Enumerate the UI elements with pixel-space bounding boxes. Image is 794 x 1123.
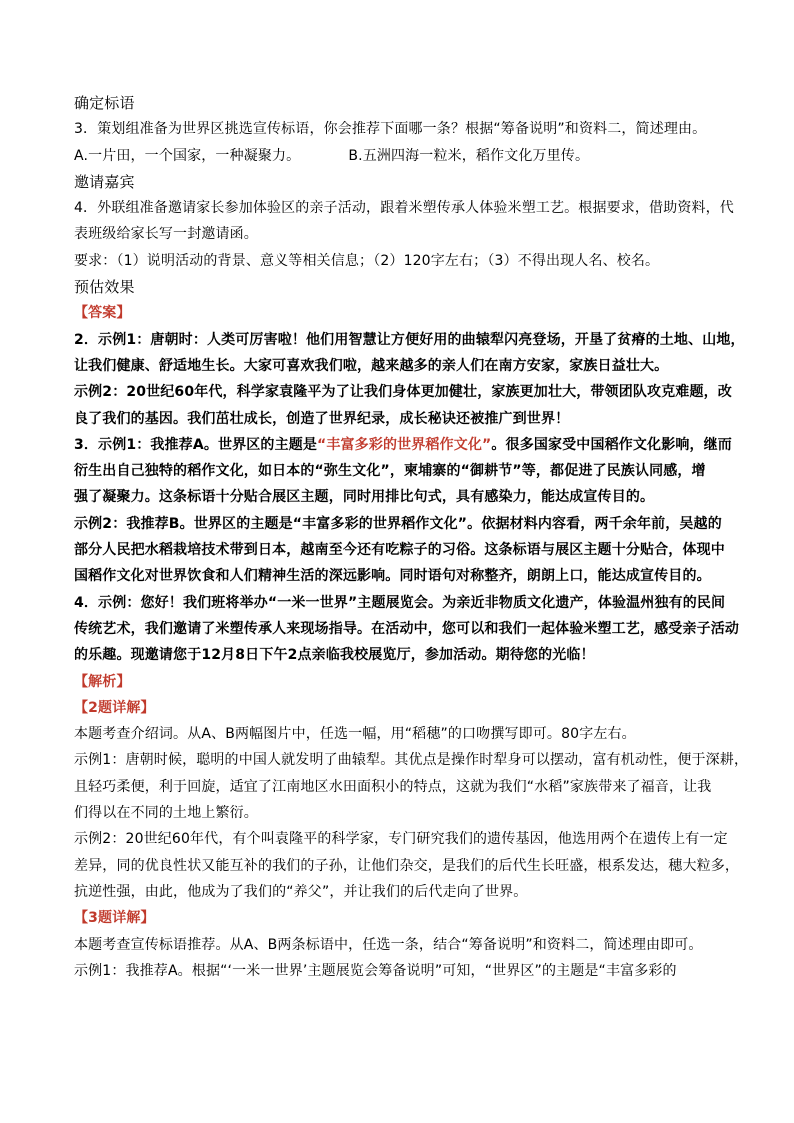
answer-3-line-2: 衍生出自己独特的稻作文化，如日本的“弥生文化”，柬埔寨的“御耕节”等，都促进了民族认同感，增 bbox=[74, 463, 706, 480]
detail-3-line-1: 本题考查宣传标语推荐。从A、B两条标语中，任选一条，结合“筹备说明”和资料二，简述理由即可。 bbox=[74, 936, 703, 953]
question-3-options bbox=[74, 143, 724, 169]
answer-2-line-4: 良了我们的基因。我们茁壮成长，创造了世界纪录，成长秘诀还被推广到世界！ bbox=[74, 410, 570, 427]
detail-2-heading: 【2题详解】 bbox=[74, 699, 155, 716]
question-4-line-2: 表班级给家长写一封邀请函。 bbox=[74, 226, 258, 243]
section-title-slogan: 确定标语 bbox=[74, 94, 135, 112]
answer-3-line-4: 示例2：我推荐B。世界区的主题是“丰富多彩的世界稻作文化”。依据材料内容看，两千余年前，吴越的 bbox=[74, 515, 722, 532]
detail-2-line-7: 抗逆性强，由此，他成为了我们的“养父”，并让我们的后代走向了世界。 bbox=[74, 883, 528, 900]
detail-2-line-2: 示例1：唐朝时候，聪明的中国人就发明了曲辕犁。其优点是操作时犁身可以摆动，富有机动性，便于深耕， bbox=[74, 752, 749, 769]
detail-2-line-6: 差异，同的优良性状又能互补的我们的子孙，让他们杂交，是我们的后代生长旺盛，根系发达，穗大粒多， bbox=[74, 857, 740, 874]
answer-2-line-2: 让我们健康、舒适地生长。大家可喜欢我们啦，越来越多的亲人们在南方安家，家族日益壮大。 bbox=[74, 357, 669, 374]
answer-3-line-1-part-1: 3．示例1：我推荐A。世界区的主题是 bbox=[74, 436, 318, 453]
answer-4-line-1: 4．示例：您好！我们班将举办“一米一世界”主题展览会。为亲近非物质文化遗产，体验温州独有的民间 bbox=[74, 594, 726, 611]
answer-3-line-5: 部分人民把水稻栽培技术带到日本，越南至今还有吃粽子的习俗。这条标语与展区主题十分贴合，体现中 bbox=[74, 542, 725, 559]
answer-2-line-3: 示例2：20世纪60年代，科学家袁隆平为了让我们身体更加健壮，家族更加壮大，带领团队攻克难题，改 bbox=[74, 384, 732, 401]
option-b: B.五洲四海一粒米，稻作文化万里传。 bbox=[348, 147, 590, 164]
detail-2-line-5: 示例2：20世纪60年代，有个叫袁隆平的科学家，专门研究我们的遗传基因，他选用两个在遗传上有一定 bbox=[74, 831, 728, 848]
option-a: A.一片田，一个国家，一种凝聚力。 bbox=[74, 147, 301, 164]
answer-heading: 【答案】 bbox=[74, 305, 131, 322]
analysis-heading: 【解析】 bbox=[74, 673, 131, 690]
answer-3-theme-highlight: “丰富多彩的世界稻作文化” bbox=[317, 436, 492, 453]
question-3: 3．策划组准备为世界区挑选宣传标语，你会推荐下面哪一条？根据“筹备说明”和资料二，简述理由。 bbox=[74, 121, 707, 138]
answer-3-line-1-part-3: 。很多国家受中国稻作文化影响，继而 bbox=[491, 436, 732, 453]
detail-2-line-1: 本题考查介绍词。从A、B两幅图片中，任选一幅，用“稻穗”的口吻撰写即可。80字左右。 bbox=[74, 726, 636, 743]
detail-3-line-2: 示例1：我推荐A。根据“‘一米一世界’主题展览会筹备说明”可知，“世界区”的主题是“丰富多彩的 bbox=[74, 962, 677, 979]
detail-3-heading: 【3题详解】 bbox=[74, 910, 155, 927]
answer-2-line-1: 2．示例1：唐朝时：人类可厉害啦！他们用智慧让方便好用的曲辕犁闪亮登场，开垦了贫瘠的土地、山地， bbox=[74, 331, 745, 348]
answer-3-line-1 bbox=[74, 432, 732, 458]
answer-3-line-3: 强了凝聚力。这条标语十分贴合展区主题，同时用排比句式，具有感染力，能达成宣传目的。 bbox=[74, 489, 655, 506]
question-4-line-1: 4．外联组准备邀请家长参加体验区的亲子活动，跟着米塑传承人体验米塑工艺。根据要求，借助资料，代 bbox=[74, 200, 734, 217]
question-4-requirements: 要求：（1）说明活动的背景、意义等相关信息；（2）120字左右；（3）不得出现人名、校名。 bbox=[74, 252, 660, 269]
detail-2-line-3: 且轻巧柔便，利于回旋，适宜了江南地区水田面积小的特点，这就为我们“水稻”家族带来了福音，让我 bbox=[74, 778, 712, 795]
answer-4-line-2: 传统艺术，我们邀请了米塑传承人来现场指导。在活动中，您可以和我们一起体验米塑工艺，感受亲子活动 bbox=[74, 620, 740, 637]
answer-3-line-6: 国稻作文化对世界饮食和人们精神生活的深远影响。同时语句对称整齐，朗朗上口，能达成宣传目的。 bbox=[74, 568, 711, 585]
detail-2-line-4: 们得以在不同的土地上繁衍。 bbox=[74, 805, 258, 822]
section-title-effect: 预估效果 bbox=[74, 278, 135, 297]
answer-4-line-3: 的乐趣。现邀请您于12月8日下午2点亲临我校展览厅，参加活动。期待您的光临！ bbox=[74, 647, 595, 664]
section-title-invite: 邀请嘉宾 bbox=[74, 172, 135, 191]
document-page bbox=[74, 90, 749, 984]
